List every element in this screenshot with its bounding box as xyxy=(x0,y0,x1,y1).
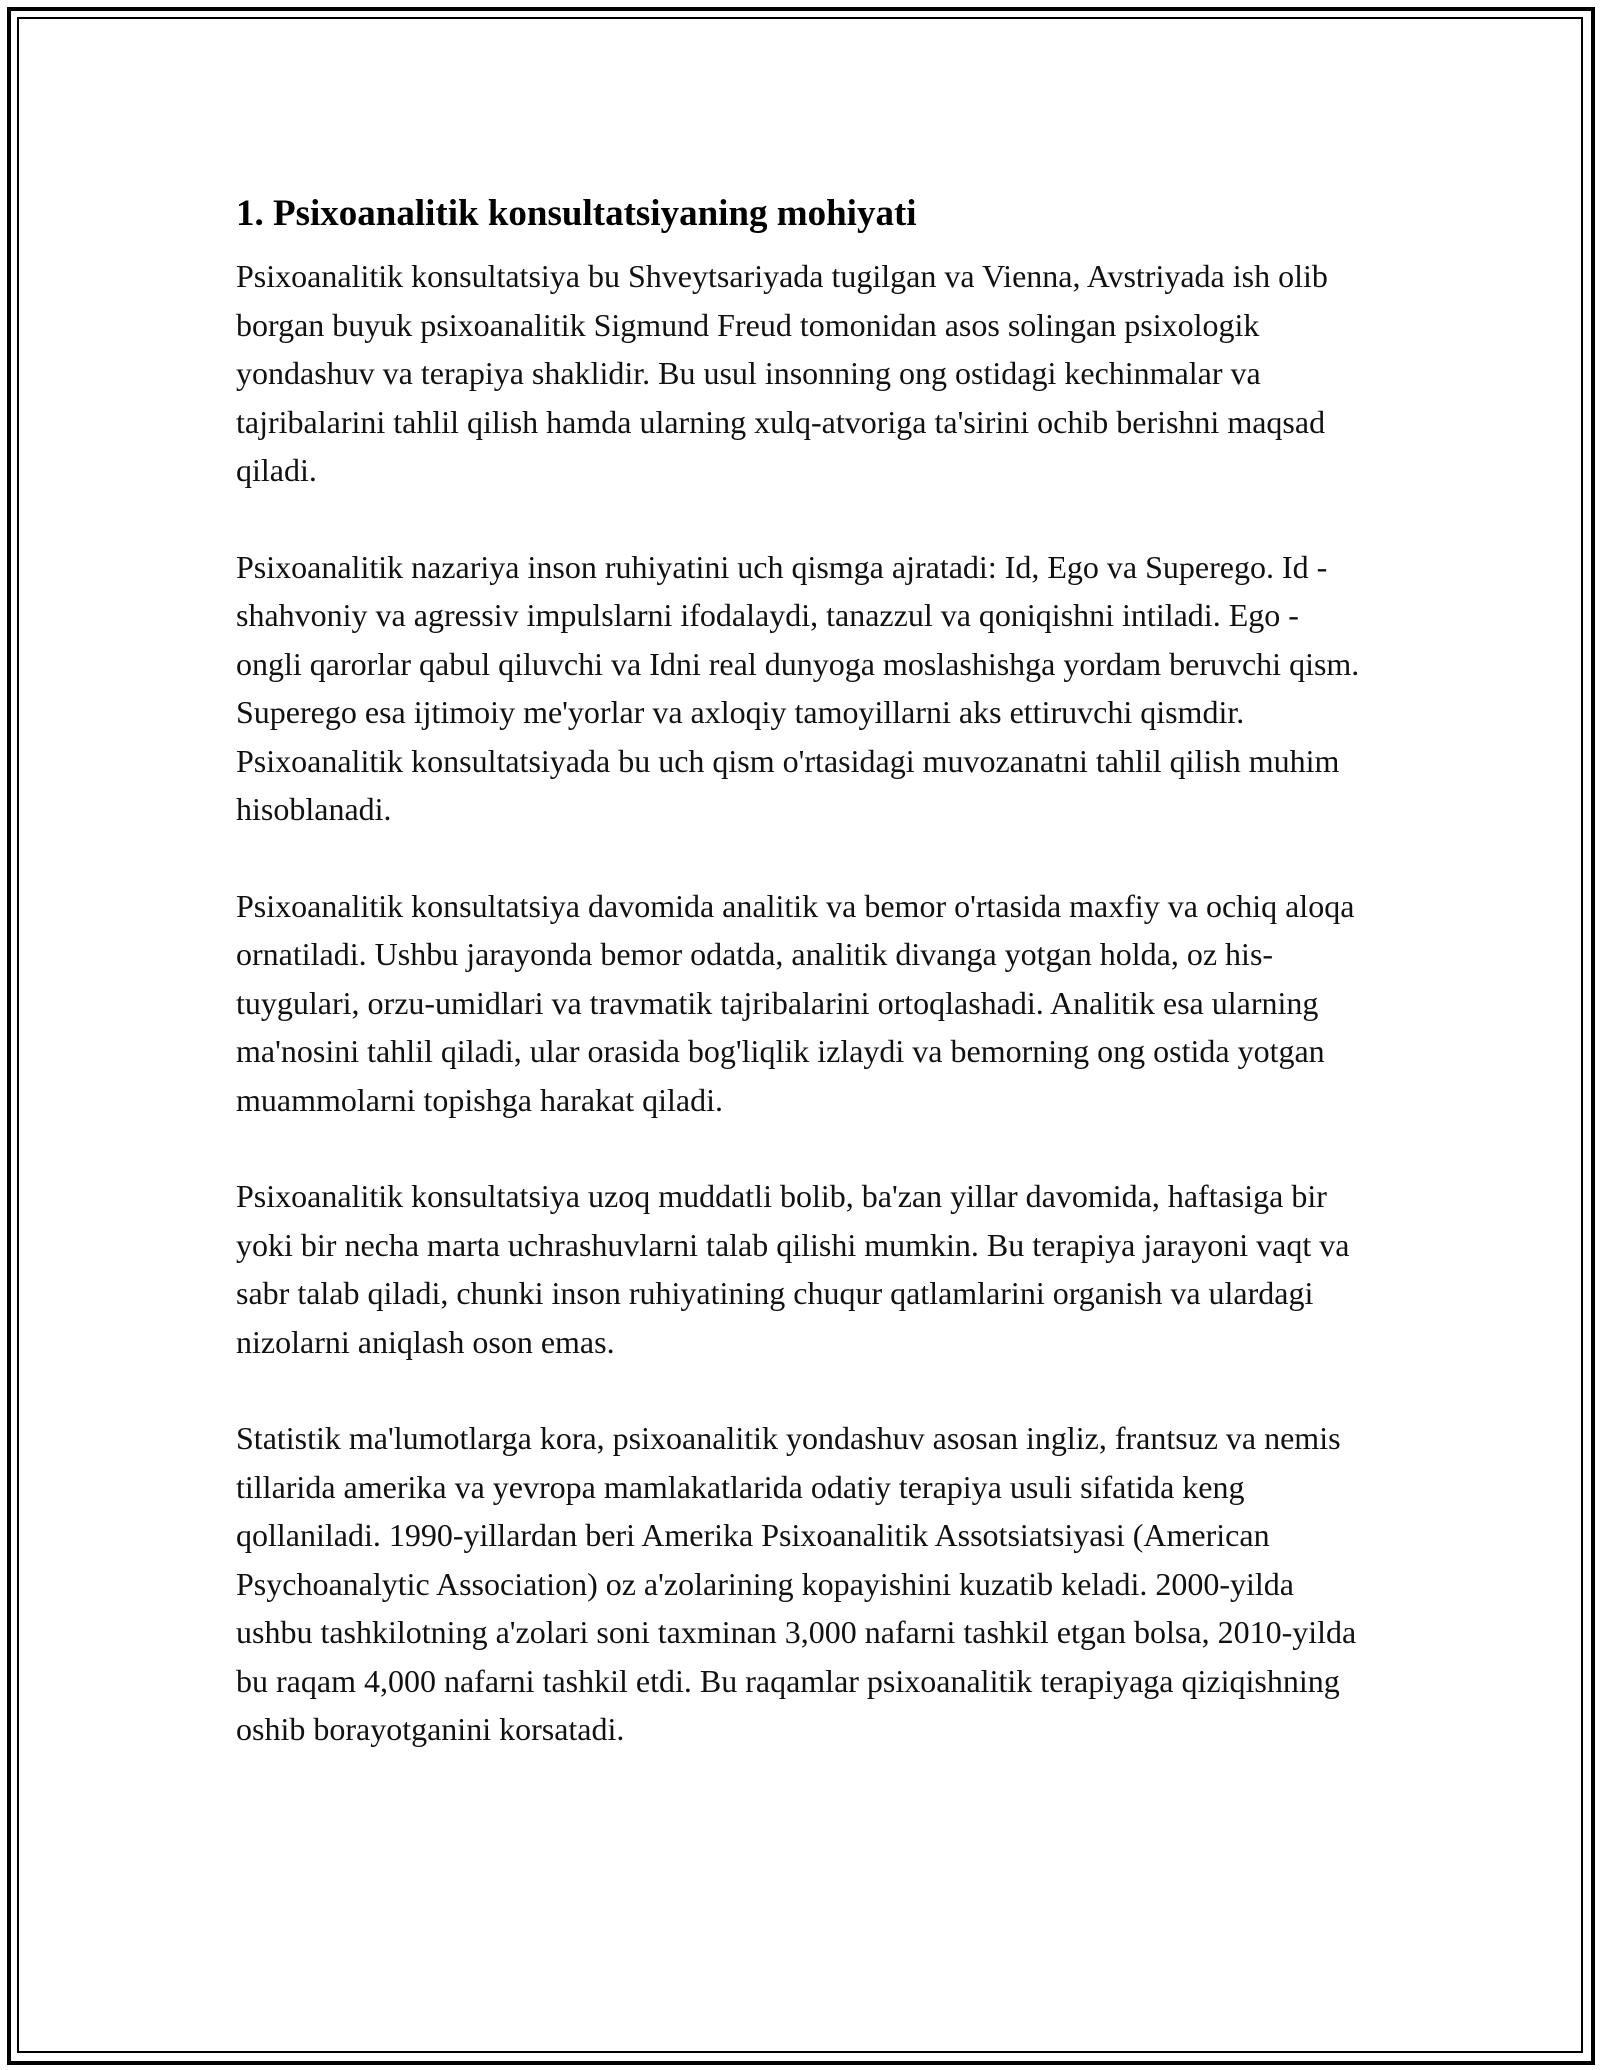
paragraph-freud-intro: Psixoanalitik konsultatsiya bu Shveytsariyada tugilgan va Vienna, Avstriyada ish olib borgan buyuk psixoanalitik Sigmund Freud tomonidan asos solingan psixologik yondashuv va terapiya shaklidir. Bu usul insonning ong ostidagi kechinmalar va tajribalarini tahlil qilish hamda ularning xulq-atvoriga ta'sirini ochib berishni maqsad qiladi. xyxy=(236,258,1328,488)
document-body xyxy=(236,190,1366,1754)
section-heading: 1. Psixoanalitik konsultatsiyaning mohiyati xyxy=(236,193,917,234)
paragraph-statistics: Statistik ma'lumotlarga kora, psixoanalitik yondashuv asosan ingliz, frantsuz va nemis tillarida amerika va yevropa mamlakatlarida odatiy terapiya usuli sifatida keng qollaniladi. 1990-yillardan beri Amerika Psixoanalitik Assotsiatsiyasi (American Psychoanalytic Association) oz a'zolarining kopayishini kuzatib keladi. 2000-yilda ushbu tashkilotning a'zolari soni taxminan 3,000 nafarni tashkil etgan bolsa, 2010-yilda bu raqam 4,000 nafarni tashkil etdi. Bu raqamlar psixoanalitik terapiyaga qiziqishning oshib borayotganini korsatadi. xyxy=(236,1420,1357,1747)
paragraph-consultation-process: Psixoanalitik konsultatsiya davomida analitik va bemor o'rtasida maxfiy va ochiq aloqa ornatiladi. Ushbu jarayonda bemor odatda, analitik divanga yotgan holda, oz his-tuygulari, orzu-umidlari va travmatik tajribalarini ortoqlashadi. Analitik esa ularning ma'nosini tahlil qiladi, ular orasida bog'liqlik izlaydi va bemorning ong ostida yotgan muammolarni topishga harakat qiladi. xyxy=(236,887,1355,1118)
paragraph-id-ego-superego: Psixoanalitik nazariya inson ruhiyatini uch qismga ajratadi: Id, Ego va Superego. Id - shahvoniy va agressiv impulslarni ifodalaydi, tanazzul va qoniqishni intiladi. Ego - ongli qarorlar qabul qiluvchi va Idni real dunyoga moslashishga yordam beruvchi qism. Superego esa ijtimoiy me'yorlar va axloqiy tamoyillarni aks ettiruvchi qismdir. Psixoanalitik konsultatsiyada bu uch qism o'rtasidagi muvozanatni tahlil qilish muhim hisoblanadi. xyxy=(236,548,1360,827)
paragraph-duration: Psixoanalitik konsultatsiya uzoq muddatli bolib, ba'zan yillar davomida, haftasiga bir yoki bir necha marta uchrashuvlarni talab qilishi mumkin. Bu terapiya jarayoni vaqt va sabr talab qiladi, chunki inson ruhiyatining chuqur qatlamlarini organish va ulardagi nizolarni aniqlash oson emas. xyxy=(236,1178,1350,1360)
